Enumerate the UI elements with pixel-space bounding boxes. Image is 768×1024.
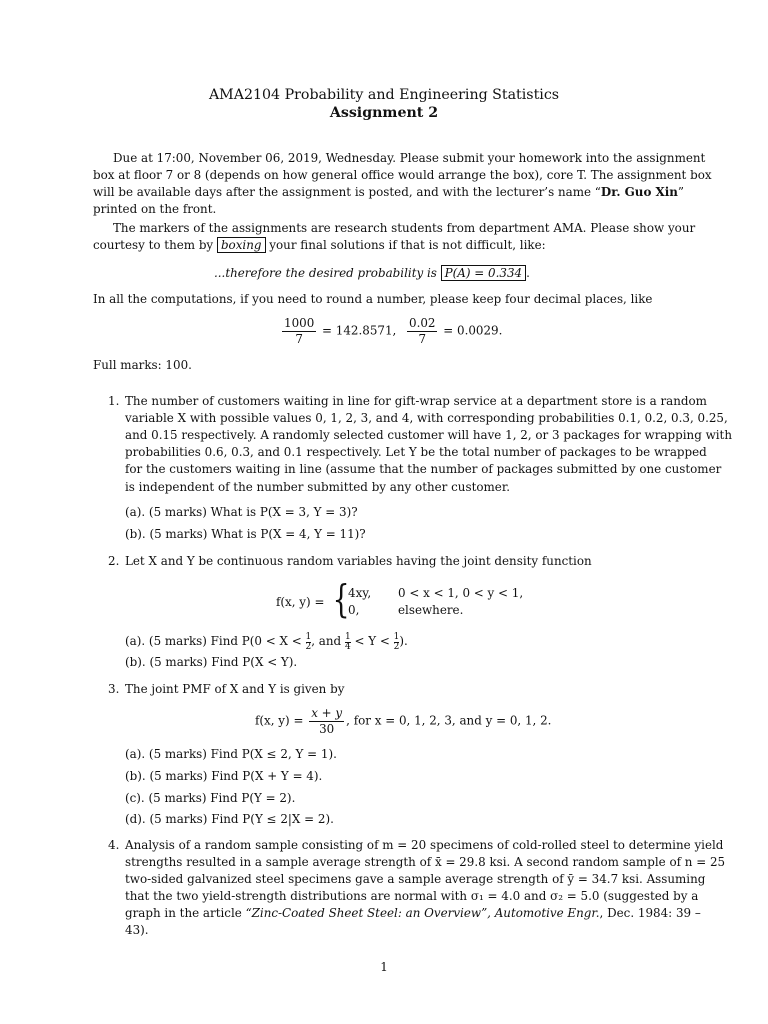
- q1-line: is independent of the number submitted by any other customer.: [125, 480, 510, 494]
- q2-part-b: (b). (5 marks) Find P(X < Y).: [125, 655, 298, 669]
- q4-line: that the two yield-strength distributions are normal with σ₁ = 4.0 and σ₂ = 5.0 (suggested by a: [125, 889, 699, 903]
- fraction: [407, 316, 437, 347]
- q1-line: The number of customers waiting in line for gift-wrap service at a department store is a random: [125, 394, 707, 408]
- q3-line: The joint PMF of X and Y is given by: [125, 682, 345, 696]
- q2-function-lhs: f(x, y) =: [276, 595, 325, 609]
- q3-part-a: (a). (5 marks) Find P(X ≤ 2, Y = 1).: [125, 747, 337, 761]
- example-line: [214, 264, 530, 282]
- function-condition: , for x = 0, 1, 2, 3, and y = 0, 1, 2.: [346, 713, 552, 728]
- text: < Y <: [350, 634, 394, 648]
- q3-number: 3.: [108, 682, 120, 696]
- rounding-example-1: [280, 316, 396, 347]
- q2-case1-condition: 0 < x < 1, 0 < y < 1,: [398, 586, 524, 600]
- q1-line: variable X with possible values 0, 1, 2, 3, and 4, with corresponding probabilities 0.1, 0.2, 0.3, 0.25,: [125, 411, 728, 425]
- q1-line: for the customers waiting in line (assume that the number of packages submitted by one customer: [125, 462, 722, 476]
- denominator: 4: [344, 641, 351, 652]
- numerator: 0.02: [409, 316, 436, 330]
- function-lhs: f(x, y) =: [255, 713, 304, 728]
- q4-line: [125, 904, 701, 922]
- result: = 142.8571,: [322, 323, 397, 338]
- intro-text: ”: [677, 185, 685, 199]
- text: graph in the article: [125, 906, 246, 920]
- denominator: 7: [418, 332, 427, 346]
- example-box: P(A) = 0.334: [441, 265, 526, 281]
- q2-line: Let X and Y be continuous random variables having the joint density function: [125, 554, 592, 568]
- round-text: In all the computations, if you need to round a number, please keep four decimal places, like: [93, 292, 653, 306]
- fraction: [282, 316, 316, 347]
- denominator: 2: [305, 641, 312, 652]
- lecturer-name: Dr. Guo Xin: [600, 185, 678, 199]
- left-brace: {: [332, 577, 350, 621]
- q4-line: Analysis of a random sample consisting of m = 20 specimens of cold-rolled steel to determine yield: [125, 838, 724, 852]
- intro-line: Due at 17:00, November 06, 2019, Wednesday. Please submit your homework into the assignment: [113, 151, 706, 165]
- q4-line: strengths resulted in a sample average strength of x̄ = 29.8 ksi. A second random sample of n = 25: [125, 855, 726, 869]
- intro-line: box at floor 7 or 8 (depends on how general office would arrange the box), core T. The assignment box: [93, 168, 712, 182]
- boxing-word: boxing: [217, 237, 266, 253]
- fraction: [309, 706, 344, 737]
- text: , and: [311, 634, 345, 648]
- q2-case1-value: 4xy,: [348, 586, 372, 600]
- rounding-example-2: [405, 316, 502, 347]
- full-marks: Full marks: 100.: [93, 358, 192, 372]
- intro-text: courtesy to them by: [93, 238, 217, 252]
- denominator: 30: [319, 722, 335, 736]
- q1-line: probabilities 0.6, 0.3, and 0.1 respectively. Let Y be the total number of packages to be wrapped: [125, 445, 707, 459]
- numerator: 1000: [284, 316, 315, 330]
- example-end: .: [526, 266, 530, 280]
- numerator: x + y: [311, 706, 343, 720]
- intro-line: [93, 183, 684, 201]
- text: (a). (5 marks) Find P(0 < X <: [125, 634, 306, 648]
- intro-line: [93, 236, 546, 254]
- page-number: 1: [380, 960, 388, 974]
- text: , Dec. 1984: 39 –: [599, 906, 701, 920]
- numerator: 1: [305, 631, 312, 642]
- intro-text: your final solutions if that is not difficult, like:: [265, 238, 546, 252]
- example-text: ...therefore the desired probability is: [214, 266, 441, 280]
- numerator: 1: [393, 631, 400, 642]
- q2-case2-value: 0,: [348, 603, 360, 617]
- q4-line: two-sided galvanized steel specimens gave a sample average strength of ȳ = 34.7 ksi. Assuming: [125, 872, 706, 886]
- article-citation: “Zinc-Coated Sheet Steel: an Overview”, Automotive Engr.: [245, 906, 600, 920]
- intro-text: will be available days after the assignment is posted, and with the lecturer’s name “: [93, 185, 601, 199]
- course-title: AMA2104 Probability and Engineering Statistics: [208, 87, 560, 103]
- q3-part-b: (b). (5 marks) Find P(X + Y = 4).: [125, 769, 323, 783]
- q3-part-d: (d). (5 marks) Find P(Y ≤ 2|X = 2).: [125, 812, 334, 826]
- q2-case2-condition: elsewhere.: [398, 603, 464, 617]
- q3-part-c: (c). (5 marks) Find P(Y = 2).: [125, 791, 296, 805]
- q1-part-b: (b). (5 marks) What is P(X = 4, Y = 11)?: [125, 527, 366, 541]
- result: = 0.0029.: [443, 323, 503, 338]
- q2-part-a: [125, 632, 408, 652]
- q1-line: and 0.15 respectively. A randomly selected customer will have 1, 2, or 3 packages for wrapping with: [125, 428, 732, 442]
- intro-line: printed on the front.: [93, 202, 217, 216]
- denominator: 7: [295, 332, 303, 346]
- numerator: 1: [344, 631, 351, 642]
- q4-line: 43).: [125, 923, 149, 937]
- text: ).: [399, 634, 408, 648]
- q4-number: 4.: [108, 838, 120, 852]
- q3-function: [255, 706, 551, 737]
- q2-number: 2.: [108, 554, 120, 568]
- denominator: 2: [393, 641, 400, 652]
- intro-line: The markers of the assignments are research students from department AMA. Please show your: [113, 221, 696, 235]
- assignment-title: Assignment 2: [329, 105, 439, 121]
- q1-part-a: (a). (5 marks) What is P(X = 3, Y = 3)?: [125, 505, 358, 519]
- q1-number: 1.: [108, 394, 120, 408]
